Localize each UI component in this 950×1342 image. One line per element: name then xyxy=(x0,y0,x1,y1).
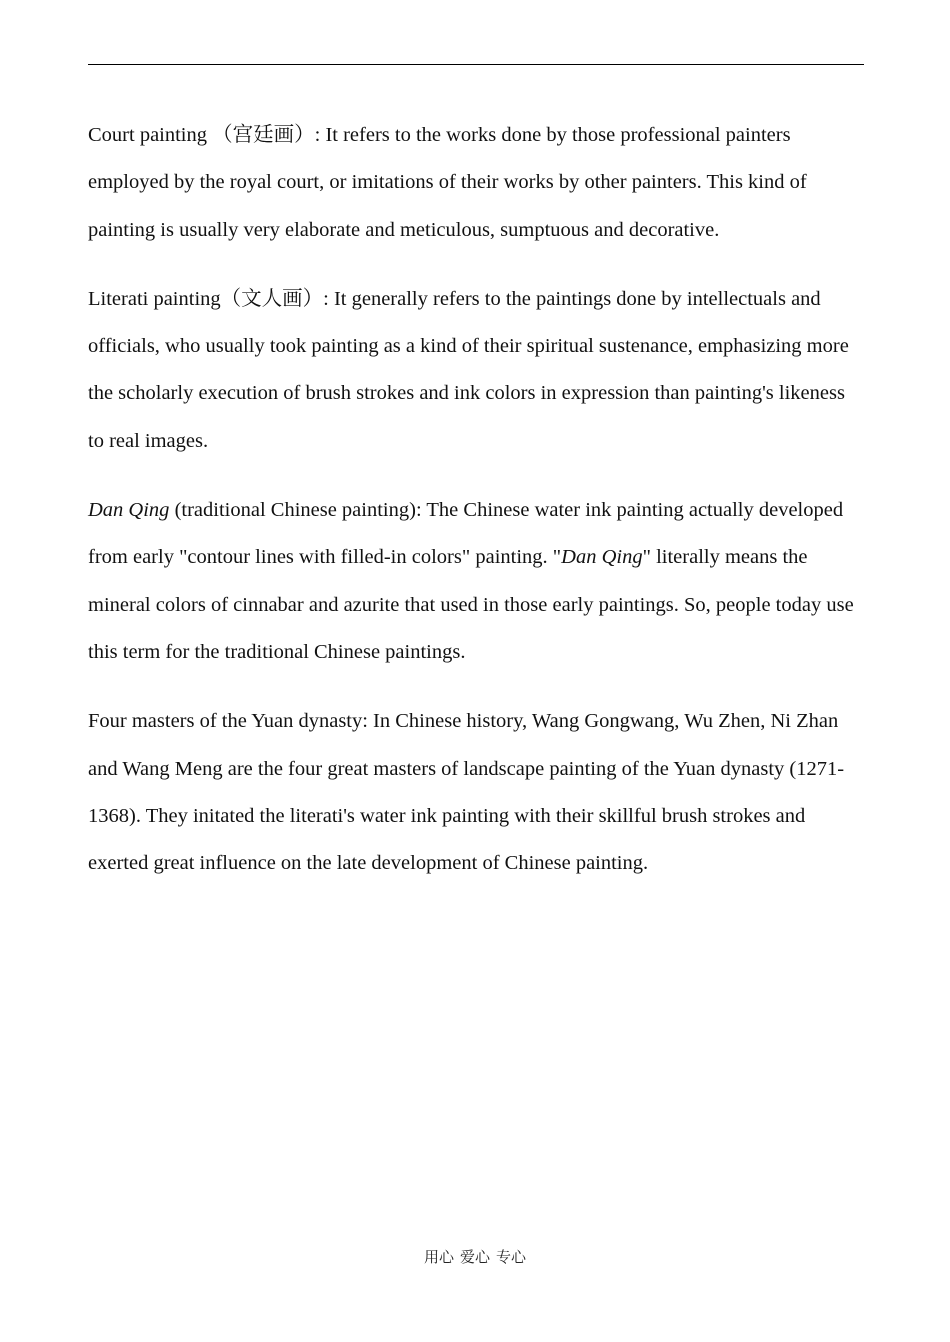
term-dan-qing: Dan Qing xyxy=(88,499,170,522)
header-rule xyxy=(88,64,864,65)
paragraph-literati-painting xyxy=(88,276,864,465)
term-literati-painting: Literati painting xyxy=(88,287,221,310)
footer-word-2: 爱心 xyxy=(459,1248,490,1266)
paragraph-court-painting xyxy=(88,112,864,254)
paragraph-yuan-masters xyxy=(88,698,864,887)
term-court-painting-chinese: （宫廷画） xyxy=(207,124,315,146)
term-literati-painting-chinese: （文人画） xyxy=(220,287,324,310)
page-footer xyxy=(0,1246,950,1267)
footer-word-1: 用心 xyxy=(423,1248,454,1266)
document-body xyxy=(88,112,864,909)
definition-court-painting: : It refers to the works done by those professional painters employed by the royal court, or imitations of their works by other painters. This kind of painting is usually very elaborate and meticulous, sumptuous and decorative. xyxy=(88,124,807,241)
term-court-painting: Court painting xyxy=(88,124,208,146)
definition-literati-painting: : It generally refers to the paintings done by intellectuals and officials, who usually took painting as a kind of their spiritual sustenance, emphasizing more the scholarly execution of brush strokes and ink colors in expression than painting's likeness to real images. xyxy=(88,287,849,452)
definition-dan-qing-part-a: (traditional Chinese painting): The Chinese water ink painting actually developed from early "contour lines with filled-in colors" painting. " xyxy=(88,499,844,569)
definition-yuan-masters: Four masters of the Yuan dynasty: In Chinese history, Wang Gongwang, Wu Zhen, Ni Zhan and Wang Meng are the four great masters of landscape painting of the Yuan dynasty (1271-1368). They initated the literati's water ink painting with their skillful brush strokes and exerted great influence on the late development of Chinese painting. xyxy=(88,710,845,875)
inline-dan-qing: Dan Qing xyxy=(561,546,643,569)
paragraph-dan-qing xyxy=(88,487,864,676)
footer-word-3: 专心 xyxy=(496,1248,527,1266)
definition-dan-qing-part-b: " literally means the mineral colors of cinnabar and azurite that used in those early paintings. So, people today use this term for the traditional Chinese paintings. xyxy=(88,546,854,663)
